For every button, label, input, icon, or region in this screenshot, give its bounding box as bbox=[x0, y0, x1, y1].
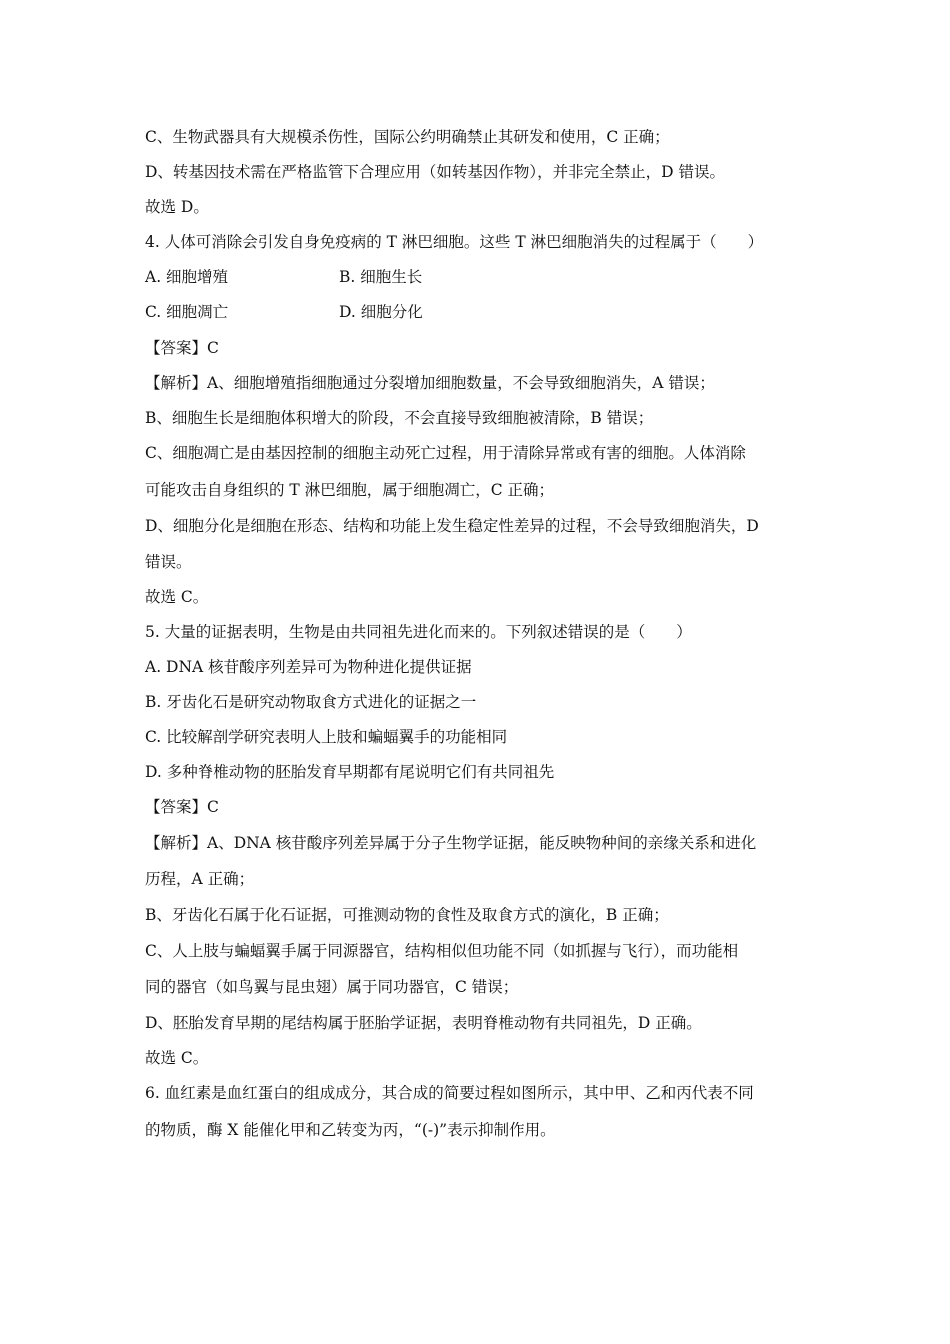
question-4-option-b: B. 细胞生长 bbox=[339, 268, 423, 286]
text-line: 故选 C。 bbox=[145, 588, 209, 606]
text-line: 可能攻击自身组织的 T 淋巴细胞，属于细胞凋亡，C 正确； bbox=[145, 481, 554, 499]
question-5-option-b: B. 牙齿化石是研究动物取食方式进化的证据之一 bbox=[145, 693, 477, 711]
question-4-option-c: C. 细胞凋亡 bbox=[145, 303, 229, 321]
question-4-analysis: 【解析】A、细胞增殖指细胞通过分裂增加细胞数量，不会导致细胞消失，A 错误； bbox=[145, 374, 715, 392]
text-line: B、细胞生长是细胞体积增大的阶段，不会直接导致细胞被清除，B 错误； bbox=[145, 409, 654, 427]
question-5-stem: 5. 大量的证据表明，生物是由共同祖先进化而来的。下列叙述错误的是（ ） bbox=[145, 623, 692, 641]
question-5-option-a: A. DNA 核苷酸序列差异可为物种进化提供证据 bbox=[145, 658, 472, 676]
question-4-option-d: D. 细胞分化 bbox=[339, 303, 423, 321]
question-4-answer: 【答案】C bbox=[145, 339, 219, 357]
text-line: D、转基因技术需在严格监管下合理应用（如转基因作物），并非完全禁止，D 错误。 bbox=[145, 163, 726, 181]
question-5-answer: 【答案】C bbox=[145, 798, 219, 816]
question-6-stem: 6. 血红素是血红蛋白的组成成分，其合成的简要过程如图所示，其中甲、乙和丙代表不同 bbox=[145, 1084, 754, 1102]
text-line: C、细胞凋亡是由基因控制的细胞主动死亡过程，用于清除异常或有害的细胞。人体消除 bbox=[145, 444, 746, 462]
text-line: D、胚胎发育早期的尾结构属于胚胎学证据，表明脊椎动物有共同祖先，D 正确。 bbox=[145, 1014, 702, 1032]
text-line: 错误。 bbox=[145, 553, 192, 571]
text-line: C、人上肢与蝙蝠翼手属于同源器官，结构相似但功能不同（如抓握与飞行），而功能相 bbox=[145, 942, 739, 960]
text-line: 故选 D。 bbox=[145, 198, 209, 216]
question-5-option-c: C. 比较解剖学研究表明人上肢和蝙蝠翼手的功能相同 bbox=[145, 728, 508, 746]
question-5-option-d: D. 多种脊椎动物的胚胎发育早期都有尾说明它们有共同祖先 bbox=[145, 763, 555, 781]
text-line: 的物质，酶 X 能催化甲和乙转变为丙，“(-)”表示抑制作用。 bbox=[145, 1121, 556, 1139]
text-line: 故选 C。 bbox=[145, 1049, 209, 1067]
text-line: C、生物武器具有大规模杀伤性，国际公约明确禁止其研发和使用，C 正确； bbox=[145, 128, 670, 146]
question-5-analysis: 【解析】A、DNA 核苷酸序列差异属于分子生物学证据，能反映物种间的亲缘关系和进化 bbox=[145, 834, 757, 852]
question-4-stem: 4. 人体可消除会引发自身免疫病的 T 淋巴细胞。这些 T 淋巴细胞消失的过程属于（ ） bbox=[145, 233, 764, 251]
question-4-option-a: A. 细胞增殖 bbox=[145, 268, 229, 286]
text-line: B、牙齿化石属于化石证据，可推测动物的食性及取食方式的演化，B 正确； bbox=[145, 906, 669, 924]
text-line: 同的器官（如鸟翼与昆虫翅）属于同功器官，C 错误； bbox=[145, 978, 519, 996]
text-line: 历程，A 正确； bbox=[145, 870, 255, 888]
text-line: D、细胞分化是细胞在形态、结构和功能上发生稳定性差异的过程，不会导致细胞消失，D bbox=[145, 517, 759, 535]
